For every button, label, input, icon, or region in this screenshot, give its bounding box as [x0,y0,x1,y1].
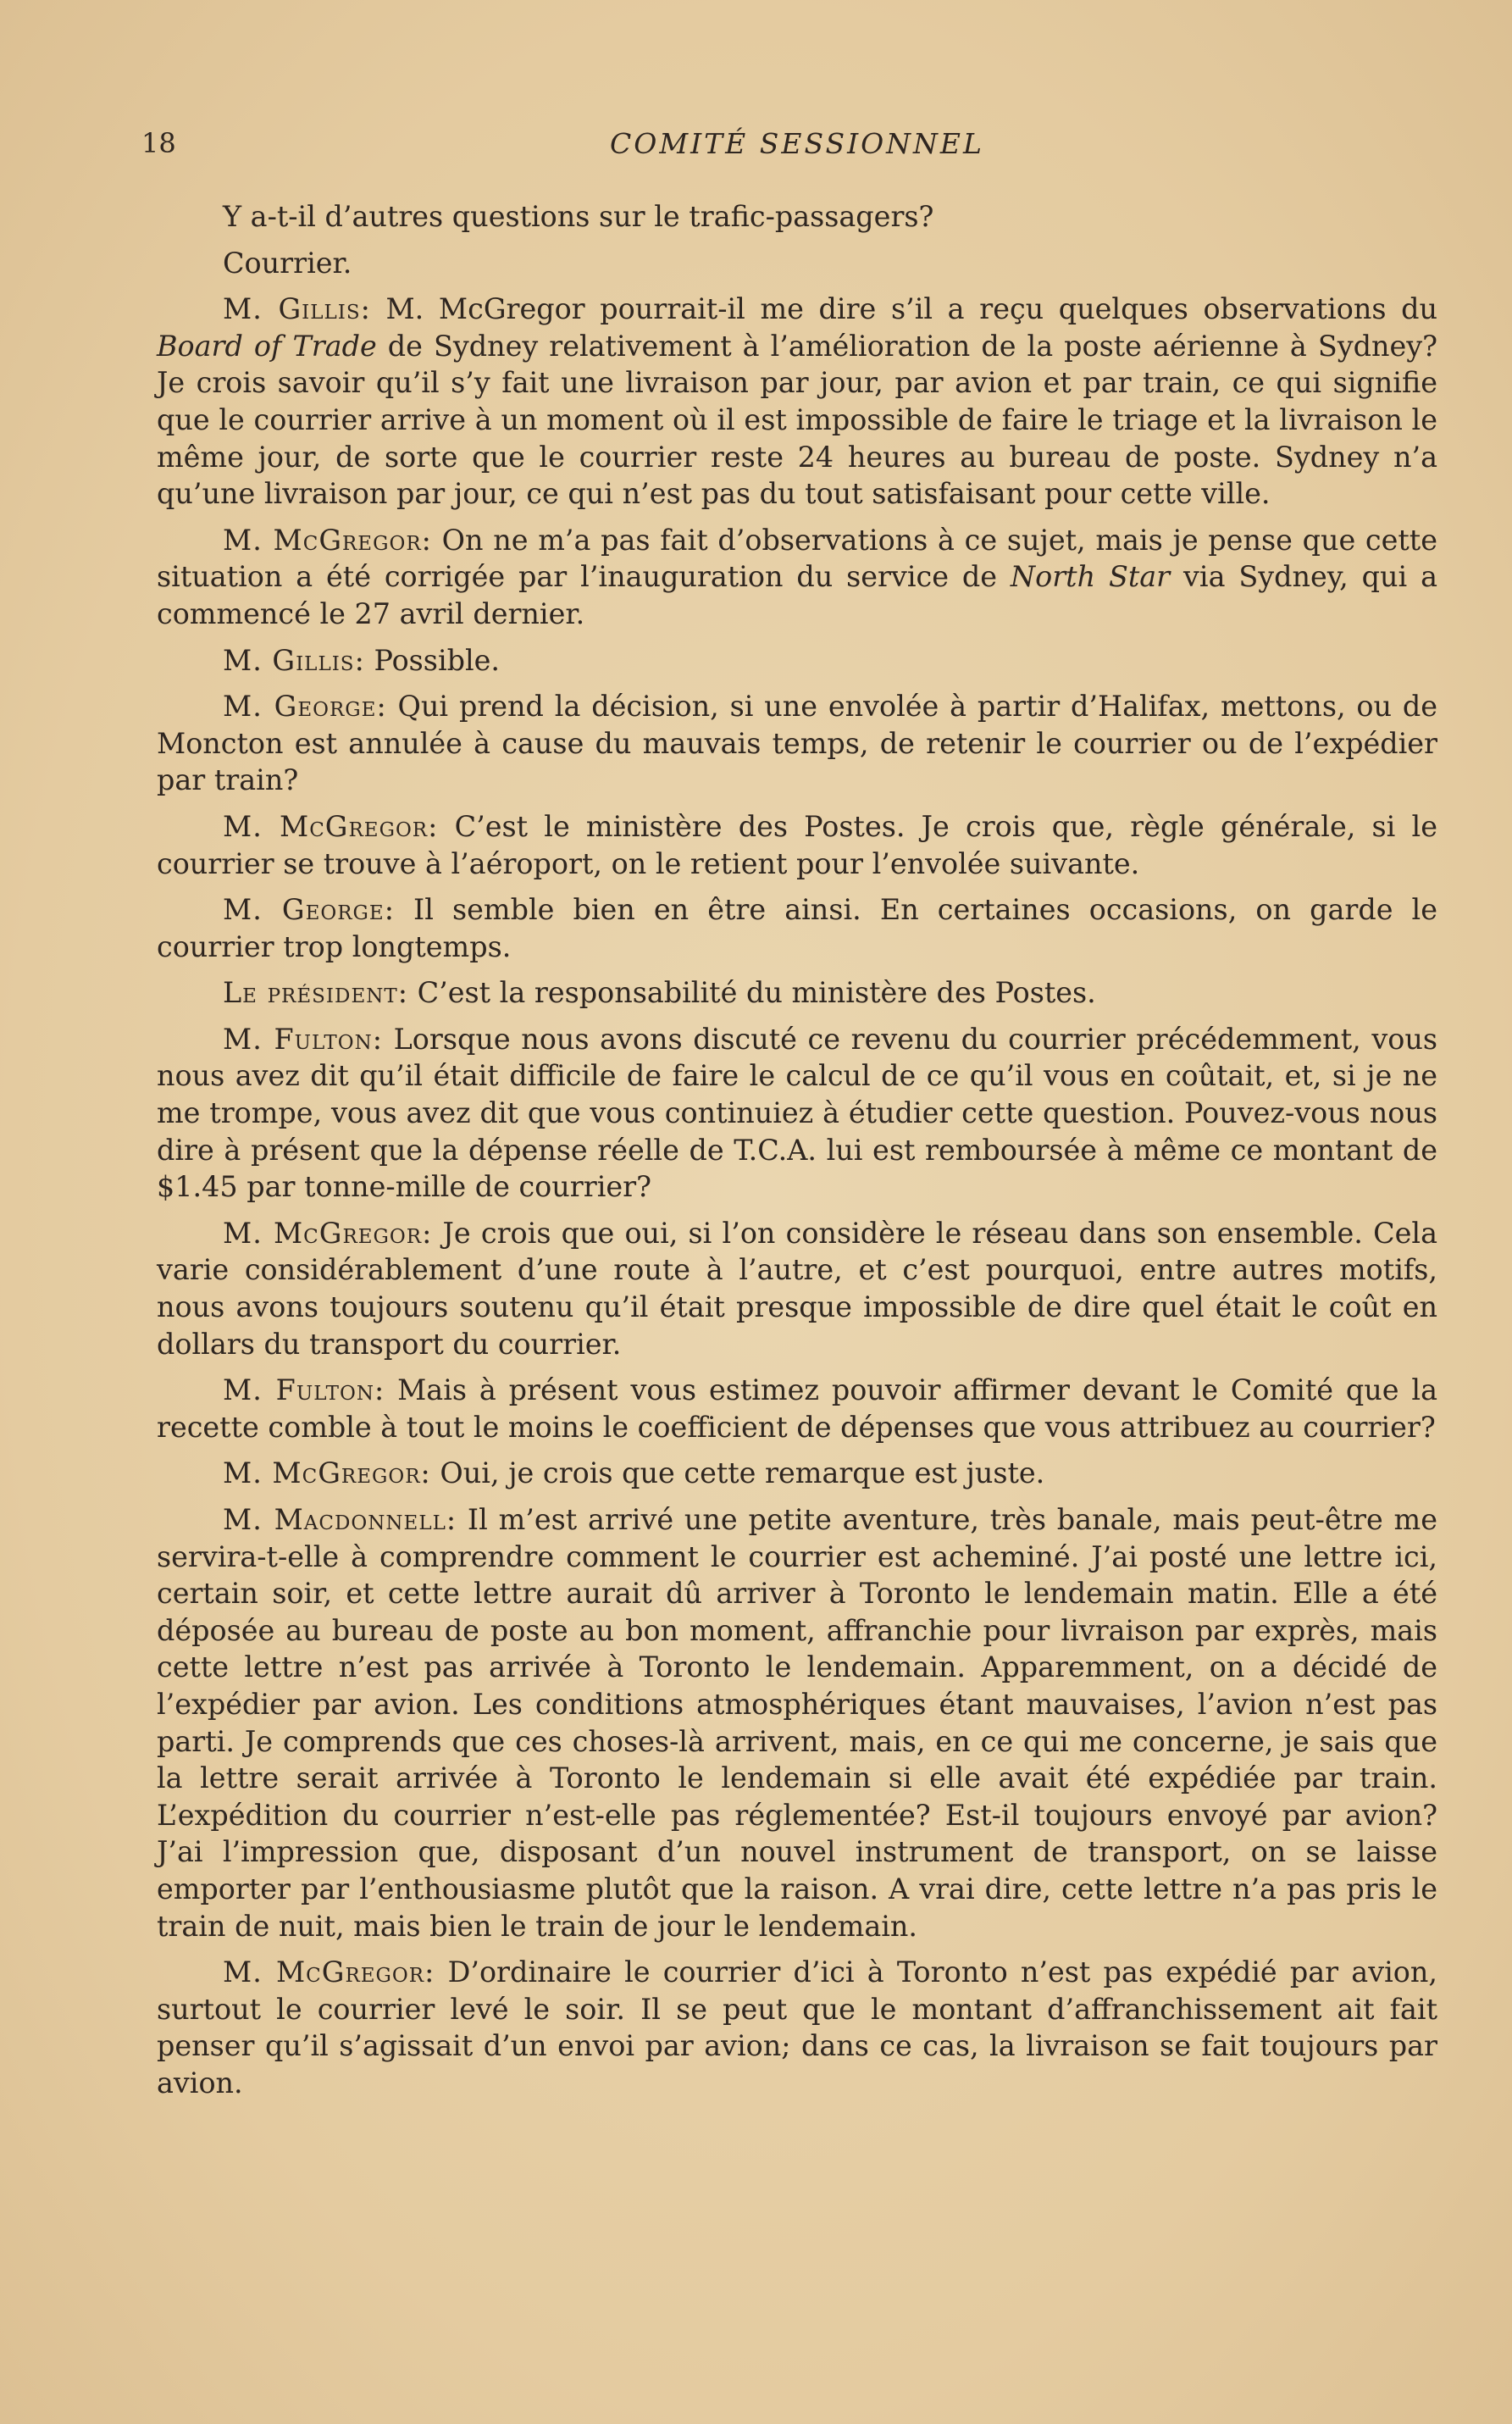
paragraph-text: Il m’est arrivé une petite aventure, très banale, mais peut-être me servira-t-elle à comprendre comment le courrier est acheminé. J’ai posté une lettre ici, certain soir, et cette lettre aurait dû arriver à Toronto le lendemain matin. Elle a été déposée au bureau de poste au bon moment, affranchie pour livraison par exprès, mais cette lettre n’est pas arrivée à Toronto le lendemain. Apparemment, on a décidé de l’expédier par avion. Les conditions atmosphériques étant mauvaises, l’avion n’est pas parti. Je comprends que ces choses-là arrivent, mais, en ce qui me concerne, je sais que la lettre serait arrivée à Toronto le lendemain si elle avait été expédiée par train. L’expédition du courrier n’est-elle pas réglementée? Est-il toujours envoyé par avion? J’ai l’impression que, disposant d’un nouvel instrument de transport, on se laisse emporter par l’enthousiasme plutôt que la raison. A vrai dire, cette lettre n’a pas pris le train de nuit, mais bien le train de jour le lendemain. [157,1503,1437,1943]
page-body [157,198,1437,2102]
paragraph [157,642,1437,679]
paragraph-text: Courrier. [223,246,352,280]
paragraph-text: Oui, je crois que cette remarque est juste. [440,1456,1045,1490]
speaker-name: M. Gillis: [223,643,365,677]
speaker-name: M. George: [223,893,395,927]
speaker-name: M. McGregor: [223,1456,431,1490]
paragraph-text: Qui prend la décision, si une envolée à partir d’Halifax, mettons, ou de Moncton est annulée à cause du mauvais temps, de retenir le courrier ou de l’expédier par train? [157,690,1437,797]
paragraph-text: de Sydney relativement à l’amélioration de la poste aérienne à Sydney? Je crois savoir qu’il s’y fait une livraison par jour, par avion et par train, ce qui signifie que le courrier arrive à un moment où il est impossible de faire le triage et la livraison le même jour, de sorte que le courrier reste 24 heures au bureau de poste. Sydney n’a qu’une livraison par jour, ce qui n’est pas du tout satisfaisant pour cette ville. [157,329,1437,511]
paragraph [157,808,1437,882]
paragraph-text: M. McGregor pourrait-il me dire s’il a reçu quelques observations du [385,292,1437,326]
speaker-name: M. McGregor: [223,1216,433,1250]
paragraph-text: Je crois que oui, si l’on considère le réseau dans son ensemble. Cela varie considérablement d’une route à l’autre, et c’est pourquoi, entre autres motifs, nous avons toujours soutenu qu’il était presque impossible de dire quel était le coût en dollars du transport du courrier. [157,1216,1437,1361]
paragraph [157,1954,1437,2101]
paragraph [157,1372,1437,1445]
page-number: 18 [141,127,176,159]
paragraph-text: Il semble bien en être ainsi. En certaines occasions, on garde le courrier trop longtemps. [157,893,1437,963]
page-header [141,127,1437,180]
paragraph-text: via Sydney, qui a commencé le 27 avril dernier. [157,560,1437,630]
speaker-name: M. McGregor: [223,1955,435,1989]
paragraph-text: Possible. [374,643,501,677]
paragraph-text: D’ordinaire le courrier d’ici à Toronto n’est pas expédié par avion, surtout le courrier levé le soir. Il se peut que le montant d’affranchissement ait fait penser qu’il s’agissait d’un envoi par avion; dans ce cas, la livraison se fait toujours par avion. [157,1955,1437,2100]
speaker-name: M. McGregor: [223,809,439,843]
paragraph [157,522,1437,633]
paragraph [157,974,1437,1012]
paragraph [157,891,1437,965]
paragraph [157,1215,1437,1362]
paragraph [157,291,1437,513]
speaker-name: M. Fulton: [223,1022,383,1056]
paragraph [157,198,1437,236]
paragraph-text: Mais à présent vous estimez pouvoir affirmer devant le Comité que la recette comble à tout le moins le coefficient de dépenses que vous attribuez au courrier? [157,1373,1437,1444]
speaker-name: M. Macdonnell: [223,1503,457,1536]
speaker-name: M. George: [223,690,387,724]
italic-text: North Star [1010,560,1171,594]
italic-text: Board of Trade [157,329,377,363]
speaker-name: M. Gillis: [223,292,371,326]
paragraph-text: Y a-t-il d’autres questions sur le trafic-passagers? [223,200,934,233]
paragraph [157,1021,1437,1206]
paragraph-text: On ne m’a pas fait d’observations à ce sujet, mais je pense que cette situation a été corrigée par l’inauguration du service de [157,523,1437,594]
paragraph [157,688,1437,799]
running-title: COMITÉ SESSIONNEL [610,127,984,160]
paragraph [157,245,1437,282]
paragraph-text: C’est le ministère des Postes. Je crois que, règle générale, si le courrier se trouve à l’aéroport, on le retient pour l’envolée suivante. [157,809,1437,880]
speaker-name: M. McGregor: [223,523,432,557]
speaker-name: M. Fulton: [223,1373,385,1407]
paragraph [157,1501,1437,1944]
paragraph-text: Lorsque nous avons discuté ce revenu du courrier précédemment, vous nous avez dit qu’il était difficile de faire le calcul de ce qu’il vous en coûtait, et, si je ne me trompe, vous avez dit que vous continuiez à étudier cette question. Pouvez-vous nous dire à présent que la dépense réelle de T.C.A. lui est remboursée à même ce montant de $1.45 par tonne-mille de courrier? [157,1022,1437,1204]
speaker-name: Le président: [223,976,408,1010]
paragraph-text: C’est la responsabilité du ministère des Postes. [417,976,1096,1010]
paragraph [157,1455,1437,1492]
